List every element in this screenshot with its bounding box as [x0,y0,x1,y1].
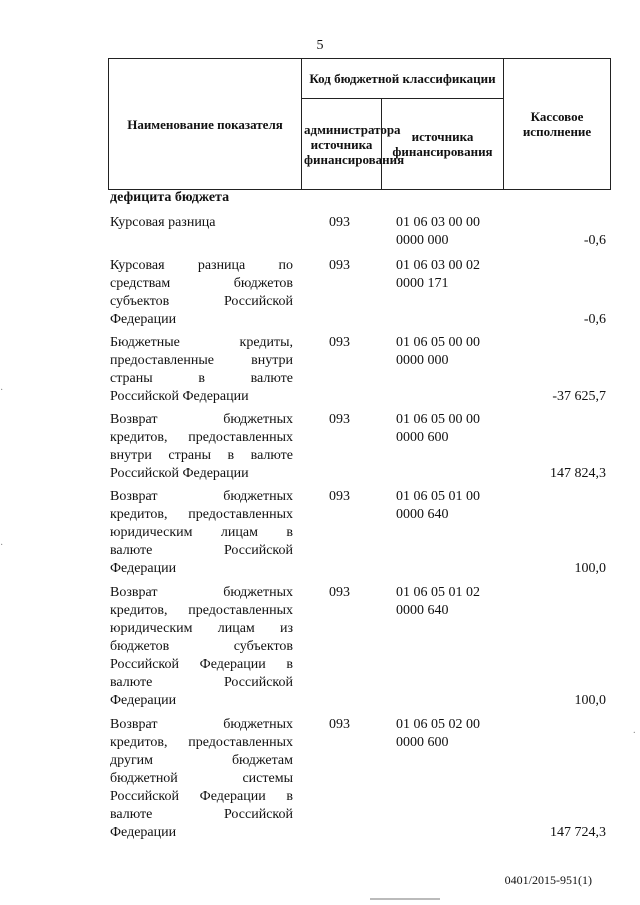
row-source-code [396,488,496,524]
row-source-code-line: 01 06 05 00 00 [396,335,480,350]
page-number: 5 [316,38,324,53]
row-name-line: Курсовая разница по [110,258,293,273]
row-source-code-line: 01 06 05 01 00 [396,489,480,504]
row-admin-code: 093 [329,489,350,504]
row-name-line: страны в валюте [110,371,293,386]
row-name-line: средствам бюджетов [110,276,293,291]
header-code-group: Код бюджетной классификации [302,59,504,99]
row-indicator-name [110,214,293,232]
row-name-line: другим бюджетам [110,753,293,768]
row-indicator-name [110,411,293,483]
row-source-code [396,411,496,447]
row-cash-execution: 147 824,3 [550,466,606,481]
row-source-code [396,716,496,752]
table-row [0,488,640,582]
row-cash-execution: 147 724,3 [550,825,606,840]
table-row [0,584,640,714]
header-value-column: Кассовое исполнение [504,59,611,190]
row-source-code [396,334,496,370]
row-source-code-line: 0000 600 [396,735,449,750]
row-source-code-line: 0000 600 [396,430,449,445]
row-name-line: Российской Федерации в [110,657,293,672]
row-name-line: Федерации [110,312,177,327]
row-name-line: Курсовая разница [110,215,216,230]
row-source-code [396,214,496,250]
row-admin-code: 093 [329,215,350,230]
row-indicator-name [110,257,293,329]
row-name-line: внутри страны в валюте [110,448,293,463]
row-admin-code: 093 [329,717,350,732]
row-name-line: субъектов Российской [110,294,293,309]
row-admin-code: 093 [329,258,350,273]
row-name-line: валюте Российской [110,675,293,690]
row-indicator-name [110,488,293,578]
table-row [0,716,640,846]
row-name-line: бюджетов субъектов [110,639,293,654]
scan-artifact: · [632,728,636,739]
row-name-line: Российской Федерации [110,466,249,481]
row-admin-code: 093 [329,585,350,600]
row-indicator-name [110,584,293,710]
row-cash-execution: 100,0 [574,693,606,708]
row-indicator-name [110,716,293,842]
row-indicator-name [110,334,293,406]
row-name-line: юридическим лицам в [110,525,293,540]
table-row [0,257,640,333]
header-name-column: Наименование показателя [109,59,302,190]
scan-artifact: · [0,385,4,396]
row-name-line: Российской Федерации в [110,789,293,804]
row-source-code-line: 01 06 03 00 02 [396,258,480,273]
row-source-code-line: 0000 640 [396,507,449,522]
row-source-code [396,257,496,293]
row-name-line: кредитов, предоставленных [110,735,293,750]
table-row [0,334,640,410]
table-row [0,411,640,487]
row-name-line: бюджетной системы [110,771,293,786]
section-label: дефицита бюджета [110,190,230,205]
row-name-line: Возврат бюджетных [110,585,293,600]
row-name-line: Возврат бюджетных [110,717,293,732]
row-name-line: юридическим лицам из [110,621,293,636]
row-name-line: кредитов, предоставленных [110,507,293,522]
row-name-line: Федерации [110,825,177,840]
row-cash-execution: -37 625,7 [552,389,606,404]
row-name-line: Федерации [110,561,177,576]
row-source-code-line: 0000 640 [396,603,449,618]
row-source-code [396,584,496,620]
row-cash-execution: -0,6 [583,312,606,327]
row-cash-execution: 100,0 [574,561,606,576]
table-row [0,214,640,254]
document-code: 0401/2015-951(1) [504,873,592,887]
row-source-code-line: 01 06 05 02 00 [396,717,480,732]
row-cash-execution: -0,6 [583,233,606,248]
header-source-column: источника финансирования [382,99,504,190]
row-source-code-line: 01 06 05 01 02 [396,585,480,600]
row-source-code-line: 0000 171 [396,276,449,291]
scan-artifact [370,898,440,900]
row-name-line: Возврат бюджетных [110,412,293,427]
row-source-code-line: 0000 000 [396,353,449,368]
row-source-code-line: 01 06 05 00 00 [396,412,480,427]
row-name-line: Федерации [110,693,177,708]
row-name-line: Возврат бюджетных [110,489,293,504]
header-admin-column: администратора источника финансирования [302,99,382,190]
row-name-line: Бюджетные кредиты, [110,335,293,350]
row-name-line: кредитов, предоставленных [110,430,293,445]
row-admin-code: 093 [329,412,350,427]
row-name-line: кредитов, предоставленных [110,603,293,618]
row-name-line: валюте Российской [110,807,293,822]
row-name-line: Российской Федерации [110,389,249,404]
row-admin-code: 093 [329,335,350,350]
row-source-code-line: 0000 000 [396,233,449,248]
scan-artifact: · [0,540,4,551]
row-name-line: предоставленные внутри [110,353,293,368]
table-header [108,58,611,190]
row-name-line: валюте Российской [110,543,293,558]
row-source-code-line: 01 06 03 00 00 [396,215,480,230]
